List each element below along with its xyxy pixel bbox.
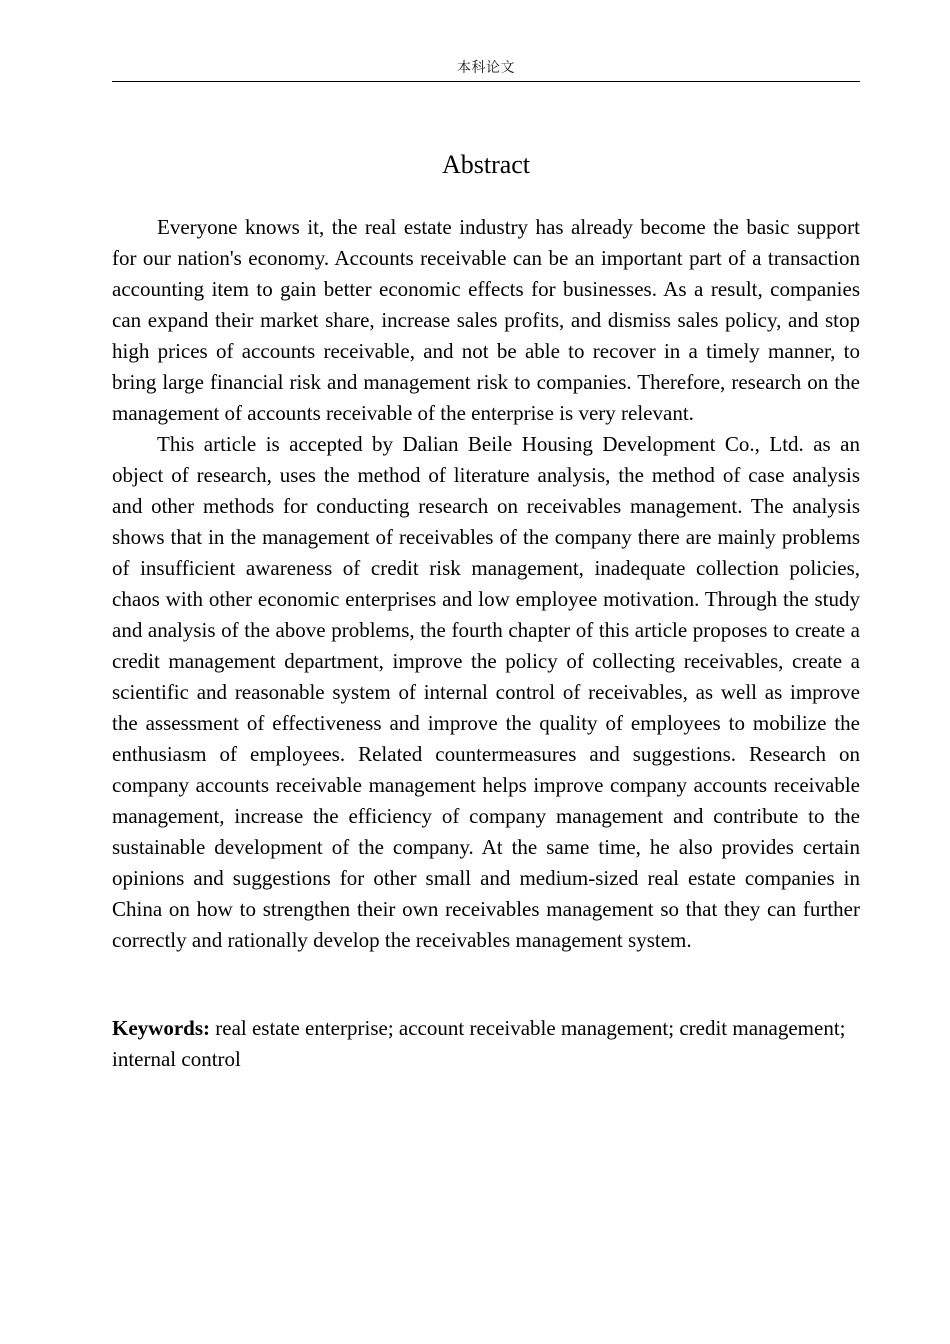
header-title: 本科论文 [457, 60, 515, 76]
abstract-body [112, 212, 860, 956]
keywords-label: Keywords: [112, 1016, 210, 1040]
keywords-section [112, 1013, 860, 1075]
abstract-paragraph: Everyone knows it, the real estate industry has already become the basic support for our nation's economy. Accounts receivable can be an important part of a transaction accounting item to gain better economic effects for businesses. As a result, companies can expand their market share, increase sales profits, and dismiss sales policy, and stop high prices of accounts receivable, and not be able to recover in a timely manner, to bring large financial risk and management risk to companies. Therefore, research on the management of accounts receivable of the enterprise is very relevant. [112, 215, 860, 425]
header-divider [112, 81, 860, 82]
abstract-paragraph: This article is accepted by Dalian Beile Housing Development Co., Ltd. as an object of research, uses the method of literature analysis, the method of case analysis and other methods for conducting research on receivables management. The analysis shows that in the management of receivables of the company there are mainly problems of insufficient awareness of credit risk management, inadequate collection policies, chaos with other economic enterprises and low employee motivation. Through the study and analysis of the above problems, the fourth chapter of this article proposes to create a credit management department, improve the policy of collecting receivables, create a scientific and reasonable system of internal control of receivables, as well as improve the assessment of effectiveness and improve the quality of employees to mobilize the enthusiasm of employees. Related countermeasures and suggestions. Research on company accounts receivable management helps improve company accounts receivable management, increase the efficiency of company management and contribute to the sustainable development of the company. At the same time, he also provides certain opinions and suggestions for other small and medium-sized real estate companies in China on how to strengthen their own receivables management so that they can further correctly and rationally develop the receivables management system. [112, 432, 860, 952]
page-content [112, 148, 860, 1075]
page-title: Abstract [441, 150, 531, 179]
page-header [112, 58, 860, 82]
keywords-value: real estate enterprise; account receivable management; credit management; internal control [112, 1016, 846, 1071]
